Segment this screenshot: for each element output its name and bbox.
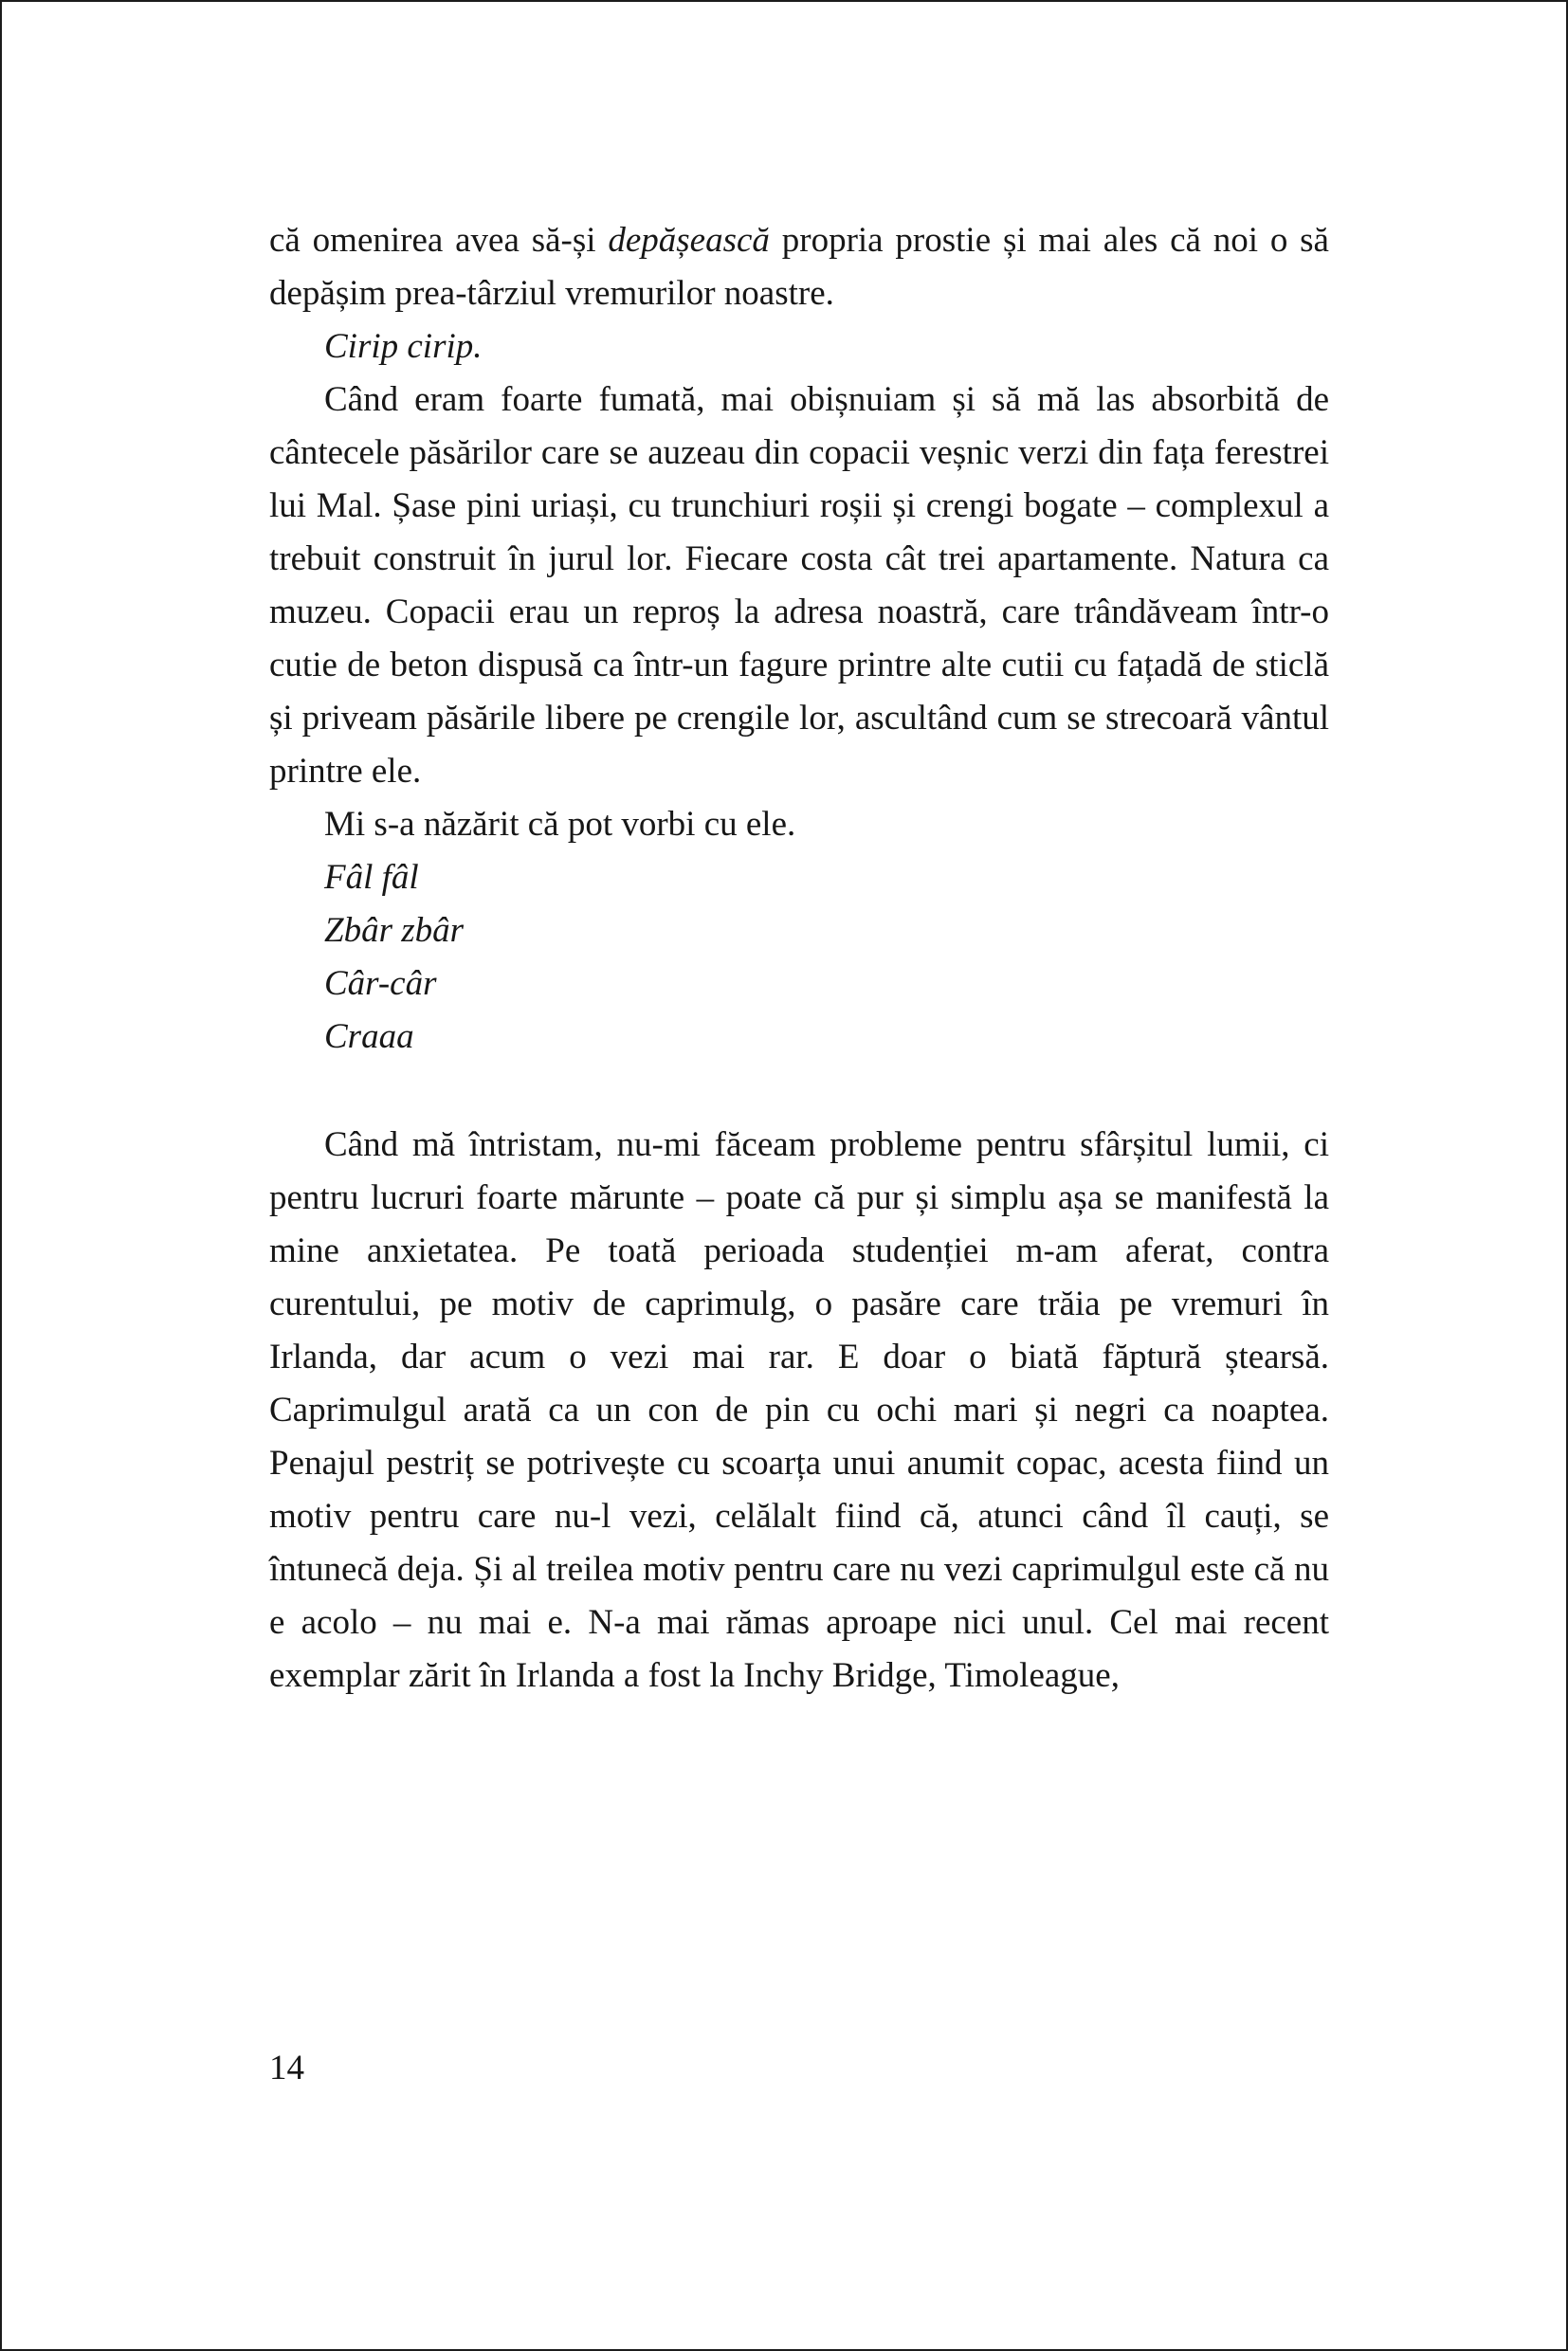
onomatopoeia-line: Cirip cirip. [324, 327, 483, 366]
bird-call-line: Zbâr zbâr [324, 911, 465, 950]
italic-word: depășească [608, 221, 770, 260]
paragraph: Când eram foarte fumată, mai obișnuiam și să mă las absorbită de cântecele păsărilor care se auzeau din copacii veșnic verzi din fața ferestrei lui Mal. Șase pini uriași, cu trunchiuri roșii și crengi bogate – complexul a trebuit construit în jurul lor. Fiecare costa cât trei apartamente. Natura ca muzeu. Copacii erau un reproș la adresa noastră, care trândăveam într-o cutie de beton dispusă ca într-un fagure printre alte cutii cu fațadă de sticlă și priveam păsările libere pe crengile lor, ascultând cum se strecoară vântul printre ele. [269, 380, 1329, 791]
bird-call-line: Fâl fâl [324, 858, 419, 897]
page-number: 14 [269, 2049, 304, 2087]
page-text [269, 214, 1329, 1703]
paragraph: Când mă întristam, nu-mi făceam probleme pentru sfârșitul lumii, ci pentru lucruri foarte mărunte – poate că pur și simplu așa se manifestă la mine anxietatea. Pe toată perioada studenției m-am aferat, contra curentului, pe motiv de caprimulg, o pasăre care trăia pe vremuri în Irlanda, dar acum o vezi mai rar. E doar o biată făptură ștearsă. Caprimulgul arată ca un con de pin cu ochi mari și negri ca noaptea. Penajul pestriț se potrivește cu scoarța unui anumit copac, acesta fiind un motiv pentru care nu-l vezi, celălalt fiind că, atunci când îl cauți, se întunecă deja. Și al treilea motiv pentru care nu vezi caprimulgul este că nu e acolo – nu mai e. N-a mai rămas aproape nici unul. Cel mai recent exemplar zărit în Irlanda a fost la Inchy Bridge, Timoleague, [269, 1125, 1329, 1695]
bird-call-line: Câr-câr [324, 964, 437, 1003]
paragraph-continuation [269, 214, 1329, 320]
bird-call-line: Craaa [324, 1017, 414, 1056]
paragraph: Mi s-a năzărit că pot vorbi cu ele. [324, 805, 796, 844]
paragraph-text: că omenirea avea să-și [269, 221, 609, 260]
paragraph-text: propria prostie și mai ales că noi o să depășim prea-târziul vremurilor noastre. [269, 221, 1329, 313]
